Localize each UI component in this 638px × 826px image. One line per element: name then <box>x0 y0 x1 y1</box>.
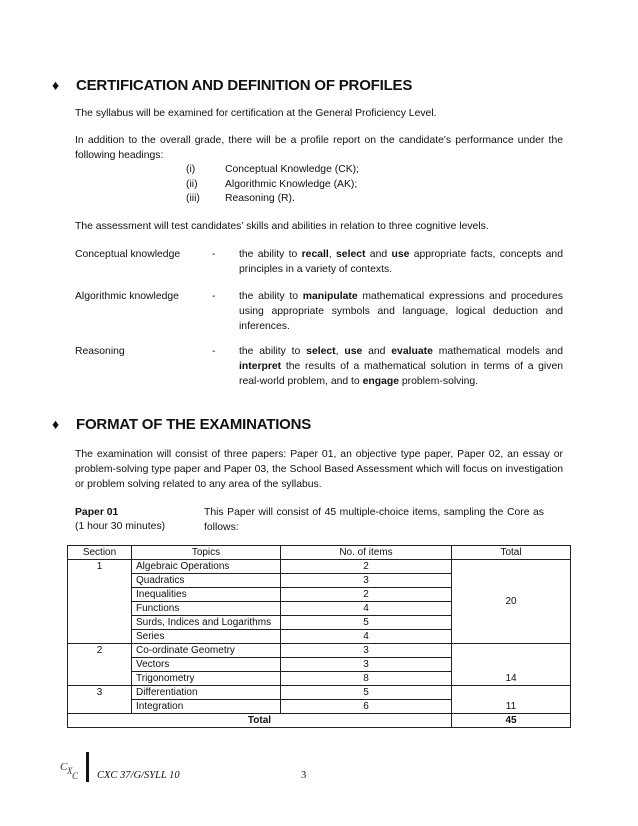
paper-01-table <box>67 545 571 728</box>
items-cell: 5 <box>281 616 452 630</box>
table-row <box>68 560 571 574</box>
profile-term-ak: Algorithmic knowledge <box>75 291 179 302</box>
items-cell: 5 <box>281 686 452 700</box>
section-heading-format: FORMAT OF THE EXAMINATIONS <box>76 416 312 433</box>
profile-term-r: Reasoning <box>75 346 125 357</box>
intro-text: The syllabus will be examined for certification at the General Proficiency Level. <box>75 108 437 119</box>
heading-text-3: Reasoning (R). <box>225 193 295 204</box>
paper-duration: (1 hour 30 minutes) <box>75 521 166 532</box>
paper-title: Paper 01 <box>75 507 119 518</box>
section-number: 3 <box>68 686 132 714</box>
section-number: 2 <box>68 644 132 686</box>
footer-divider <box>86 752 89 782</box>
section-number: 1 <box>68 560 132 644</box>
items-cell: 4 <box>281 630 452 644</box>
items-cell: 2 <box>281 588 452 602</box>
col-header: No. of items <box>281 546 452 560</box>
profile-desc-ak: the ability to manipulate mathematical expressions and procedures using appropriate symbols and language, logical deduction and inferences. <box>239 291 563 332</box>
topic-cell: Algebraic Operations <box>132 560 281 574</box>
heading-num-3: (iii) <box>186 193 200 204</box>
cxc-logo <box>58 757 82 781</box>
grand-total-value: 45 <box>452 714 571 728</box>
logo-letter-x: X <box>67 766 73 776</box>
topic-cell: Trigonometry <box>132 672 281 686</box>
section-total: 20 <box>452 560 571 644</box>
format-body: The examination will consist of three papers: Paper 01, an objective type paper, Paper 02, an essay or problem-solving type paper and Paper 03, the School Based Assessment which will focus on investigation or problem solving related to any area of the syllabus. <box>75 449 563 490</box>
table-row <box>68 644 571 658</box>
logo-letter-c2: C <box>72 771 79 781</box>
section-total: 11 <box>452 686 571 714</box>
page-number: 3 <box>301 770 307 781</box>
assessment-text: The assessment will test candidates’ skills and abilities in relation to three cognitive levels. <box>75 221 489 232</box>
items-cell: 6 <box>281 700 452 714</box>
topic-cell: Functions <box>132 602 281 616</box>
table-header-row <box>68 546 571 560</box>
logo-letter-c: C <box>60 761 68 773</box>
profile-term-ck: Conceptual knowledge <box>75 249 181 260</box>
table-total-row <box>68 714 571 728</box>
heading-num-1: (i) <box>186 164 196 175</box>
items-cell: 2 <box>281 560 452 574</box>
topic-cell: Integration <box>132 700 281 714</box>
footer-code: CXC 37/G/SYLL 10 <box>97 770 180 781</box>
col-header: Total <box>452 546 571 560</box>
items-cell: 8 <box>281 672 452 686</box>
profile-dash: - <box>212 291 216 302</box>
profile-dash: - <box>212 249 216 260</box>
heading-text-2: Algorithmic Knowledge (AK); <box>225 179 358 190</box>
diamond-bullet-icon: ♦ <box>52 416 60 432</box>
grand-total-label: Total <box>68 714 452 728</box>
items-cell: 3 <box>281 644 452 658</box>
topic-cell: Co-ordinate Geometry <box>132 644 281 658</box>
topic-cell: Surds, Indices and Logarithms <box>132 616 281 630</box>
section-total: 14 <box>452 644 571 686</box>
addition-text: In addition to the overall grade, there will be a profile report on the candidate's performance under the following headings: <box>75 135 563 161</box>
topic-cell: Differentiation <box>132 686 281 700</box>
items-cell: 3 <box>281 574 452 588</box>
items-cell: 3 <box>281 658 452 672</box>
heading-text-1: Conceptual Knowledge (CK); <box>225 164 359 175</box>
topic-cell: Vectors <box>132 658 281 672</box>
profile-dash: - <box>212 346 216 357</box>
table-row <box>68 686 571 700</box>
profile-desc-r: the ability to select, use and evaluate mathematical models and interpret the results of a mathematical solution in terms of a given real-world problem, and to engage problem-solving. <box>239 346 563 387</box>
profile-desc-ck: the ability to recall, select and use appropriate facts, concepts and principles in a variety of contexts. <box>239 249 563 275</box>
paper-desc: This Paper will consist of 45 multiple-choice items, sampling the Core as follows: <box>204 507 544 533</box>
col-header: Section <box>68 546 132 560</box>
topic-cell: Inequalities <box>132 588 281 602</box>
section-heading-certification: CERTIFICATION AND DEFINITION OF PROFILES <box>76 77 413 94</box>
col-header: Topics <box>132 546 281 560</box>
items-cell: 4 <box>281 602 452 616</box>
heading-num-2: (ii) <box>186 179 198 190</box>
topic-cell: Quadratics <box>132 574 281 588</box>
topic-cell: Series <box>132 630 281 644</box>
diamond-bullet-icon: ♦ <box>52 77 60 93</box>
